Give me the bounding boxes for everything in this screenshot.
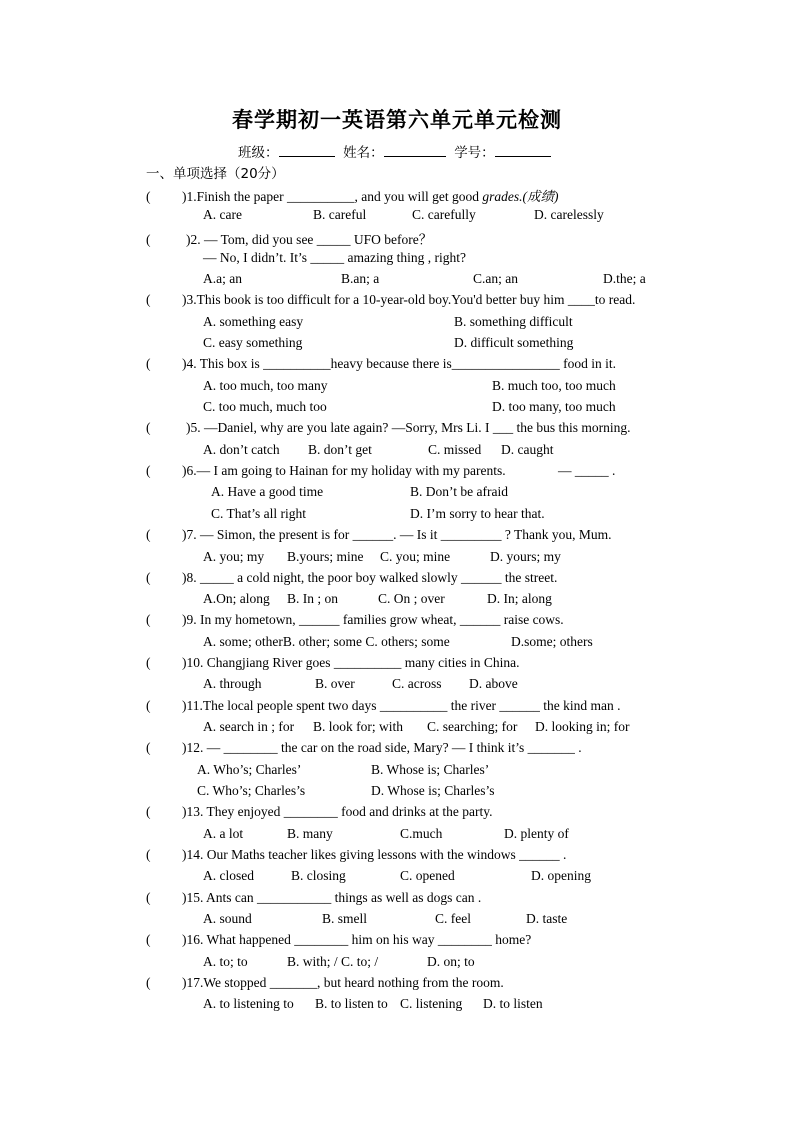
answer-paren[interactable]: ( xyxy=(146,932,151,947)
question-12: ( )12. — ________ the car on the road side, Mary? — I think it’s _______ . xyxy=(146,740,582,755)
answer-paren[interactable]: ( xyxy=(146,698,151,713)
name-label: 姓名： xyxy=(343,145,384,161)
q17-option-b: B. to listen to xyxy=(315,996,388,1011)
q6-tail: — _____ . xyxy=(558,463,616,478)
q4-option-d: D. too many, too much xyxy=(492,399,616,414)
number-blank[interactable] xyxy=(495,144,551,157)
q3-option-c: C. easy something xyxy=(203,335,303,350)
answer-paren[interactable]: ( xyxy=(146,292,151,307)
q14-option-b: B. closing xyxy=(291,868,346,883)
q10-option-c: C. across xyxy=(392,676,442,691)
answer-paren[interactable]: ( xyxy=(146,612,151,627)
q7-option-c: C. you; mine xyxy=(380,549,451,564)
question-16: ( )16. What happened ________ him on his way ________ home? xyxy=(146,932,532,947)
q4-option-b: B. much too, too much xyxy=(492,378,616,393)
answer-paren[interactable]: ( xyxy=(146,527,151,542)
q16-option-a: A. to; to xyxy=(203,954,248,969)
q17-option-c: C. listening xyxy=(400,996,463,1011)
q2-text-2: — No, I didn’t. It’s _____ amazing thing , right? xyxy=(203,250,466,265)
number-label: 学号： xyxy=(454,145,495,161)
q13-option-c: C.much xyxy=(400,826,443,841)
q14-option-a: A. closed xyxy=(203,868,254,883)
q8-option-b: B. In ; on xyxy=(287,591,339,606)
question-6: ( )6.— I am going to Hainan for my holiday with my parents. xyxy=(146,463,506,478)
q11-option-b: B. look for; with xyxy=(313,719,403,734)
q2-option-c: C.an; an xyxy=(473,271,518,286)
q16-option-d: D. on; to xyxy=(427,954,475,969)
question-17: ( )17.We stopped _______, but heard nothing from the room. xyxy=(146,975,504,990)
q10-option-b: B. over xyxy=(315,676,355,691)
q17-option-a: A. to listening to xyxy=(203,996,294,1011)
class-blank[interactable] xyxy=(279,144,335,157)
question-14: ( )14. Our Maths teacher likes giving lessons with the windows ______ . xyxy=(146,847,567,862)
q7-option-b: B.yours; mine xyxy=(287,549,364,564)
q12-option-c: C. Who’s; Charles’s xyxy=(197,783,306,798)
question-8: ( )8. _____ a cold night, the poor boy walked slowly ______ the street. xyxy=(146,570,558,585)
q1-option-a: A. care xyxy=(203,207,242,222)
q5-option-a: A. don’t catch xyxy=(203,442,280,457)
answer-paren[interactable]: ( xyxy=(146,570,151,585)
q3-option-b: B. something difficult xyxy=(454,314,573,329)
q11-option-c: C. searching; for xyxy=(427,719,518,734)
section-heading: 一、单项选择（20分） xyxy=(146,166,285,182)
q15-option-c: C. feel xyxy=(435,911,471,926)
q13-option-d: D. plenty of xyxy=(504,826,569,841)
page-title: 春学期初一英语第六单元单元检测 xyxy=(232,108,562,132)
q9-option-abc: A. some; otherB. other; some C. others; some xyxy=(203,634,450,649)
question-5: ( )5. —Daniel, why are you late again? —Sorry, Mrs Li. I ___ the bus this morning. xyxy=(146,420,631,435)
question-11: ( )11.The local people spent two days __________ the river ______ the kind man . xyxy=(146,698,621,713)
answer-paren[interactable]: ( xyxy=(146,189,151,204)
q14-option-d: D. opening xyxy=(531,868,591,883)
q2-option-b: B.an; a xyxy=(341,271,380,286)
answer-paren[interactable]: ( xyxy=(146,655,151,670)
answer-paren[interactable]: ( xyxy=(146,232,151,247)
q7-option-d: D. yours; my xyxy=(490,549,561,564)
q7-option-a: A. you; my xyxy=(203,549,265,564)
q6-option-d: D. I’m sorry to hear that. xyxy=(410,506,545,521)
q8-option-c: C. On ; over xyxy=(378,591,445,606)
q12-option-a: A. Who’s; Charles’ xyxy=(197,762,302,777)
q10-option-d: D. above xyxy=(469,676,518,691)
question-9: ( )9. In my hometown, ______ families grow wheat, ______ raise cows. xyxy=(146,612,564,627)
q9-option-d: D.some; others xyxy=(511,634,593,649)
q6-option-c: C. That’s all right xyxy=(211,506,306,521)
q12-option-b: B. Whose is; Charles’ xyxy=(371,762,490,777)
question-7: ( )7. — Simon, the present is for ______. — Is it _________ ? Thank you, Mum. xyxy=(146,527,612,542)
answer-paren[interactable]: ( xyxy=(146,975,151,990)
question-13: ( )13. They enjoyed ________ food and drinks at the party. xyxy=(146,804,493,819)
q5-option-c: C. missed xyxy=(428,442,482,457)
question-15: ( )15. Ants can ___________ things as well as dogs can . xyxy=(146,890,482,905)
q6-option-a: A. Have a good time xyxy=(211,484,324,499)
question-10: ( )10. Changjiang River goes __________ many cities in China. xyxy=(146,655,520,670)
class-label: 班级： xyxy=(238,145,279,161)
question-1: ( )1.Finish the paper __________, and you will get good grades.(成绩) xyxy=(146,189,559,204)
question-4: ( )4. This box is __________heavy because there is________________ food in it. xyxy=(146,356,616,371)
q4-option-c: C. too much, much too xyxy=(203,399,327,414)
answer-paren[interactable]: ( xyxy=(146,420,151,435)
q3-option-d: D. difficult something xyxy=(454,335,574,350)
question-2: ( )2. — Tom, did you see _____ UFO before？ xyxy=(146,232,433,247)
q8-option-a: A.On; along xyxy=(203,591,270,606)
q15-option-a: A. sound xyxy=(203,911,252,926)
q5-option-d: D. caught xyxy=(501,442,554,457)
answer-paren[interactable]: ( xyxy=(146,804,151,819)
q11-option-a: A. search in ; for xyxy=(203,719,295,734)
q15-option-b: B. smell xyxy=(322,911,368,926)
q1-option-d: D. carelessly xyxy=(534,207,604,222)
q10-option-a: A. through xyxy=(203,676,262,691)
q5-option-b: B. don’t get xyxy=(308,442,372,457)
q2-option-d: D.the; a xyxy=(603,271,646,286)
student-info-line xyxy=(238,141,551,161)
q17-option-d: D. to listen xyxy=(483,996,543,1011)
q12-option-d: D. Whose is; Charles’s xyxy=(371,783,495,798)
q11-option-d: D. looking in; for xyxy=(535,719,630,734)
q4-option-a: A. too much, too many xyxy=(203,378,328,393)
q14-option-c: C. opened xyxy=(400,868,455,883)
question-3: ( )3.This book is too difficult for a 10-year-old boy.You'd better buy him ____to read. xyxy=(146,292,636,307)
name-blank[interactable] xyxy=(384,144,446,157)
q16-option-bc: B. with; / C. to; / xyxy=(287,954,379,969)
q13-option-a: A. a lot xyxy=(203,826,244,841)
q3-option-a: A. something easy xyxy=(203,314,304,329)
q1-option-b: B. careful xyxy=(313,207,367,222)
q6-option-b: B. Don’t be afraid xyxy=(410,484,508,499)
q1-option-c: C. carefully xyxy=(412,207,476,222)
answer-paren[interactable]: ( xyxy=(146,740,151,755)
answer-paren[interactable]: ( xyxy=(146,356,151,371)
q13-option-b: B. many xyxy=(287,826,333,841)
answer-paren[interactable]: ( xyxy=(146,847,151,862)
answer-paren[interactable]: ( xyxy=(146,890,151,905)
q8-option-d: D. In; along xyxy=(487,591,552,606)
q2-option-a: A.a; an xyxy=(203,271,242,286)
answer-paren[interactable]: ( xyxy=(146,463,151,478)
q15-option-d: D. taste xyxy=(526,911,568,926)
